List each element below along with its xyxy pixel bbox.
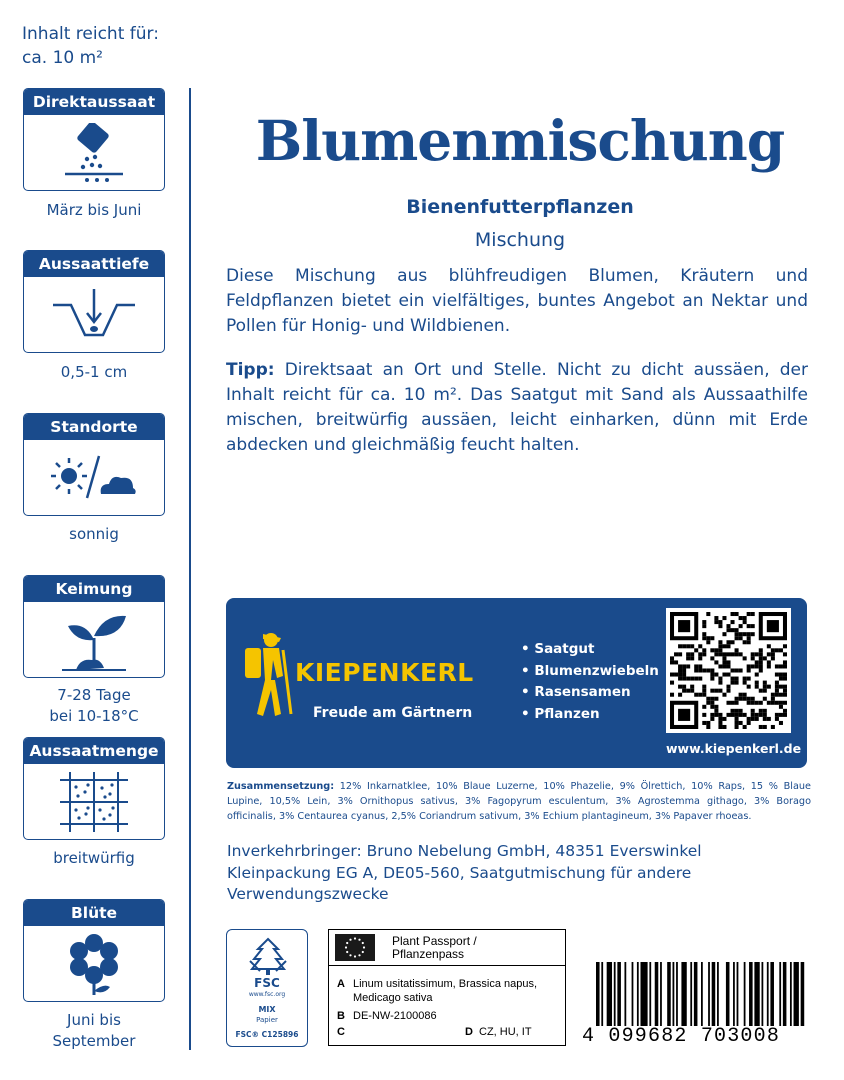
fsc-code: FSC® C125896 [235,1030,299,1039]
brand-name: KIEPENKERL [295,658,474,687]
kiepenkerl-logo-figure-icon [243,630,295,718]
category-item: • Blumenzwiebeln [521,661,659,683]
sun-cloud-icon [49,450,139,506]
keimung-box [23,575,165,678]
product-description: Diese Mischung aus blühfreudigen Blumen, Kräutern und Feldpflanzen bietet ein vielfältiges, buntes Angebot an Nektar und Pollen für Honig- und Wildbienen. [226,266,808,336]
product-subtitle: Bienenfutterpflanzen [406,196,634,218]
coverage-line-1: Inhalt reicht für: [22,24,159,44]
passport-value-a: Linum usitatissimum, Brassica napus, Medicago sativa [353,978,538,1004]
bluete-title: Blüte [24,900,164,926]
aussaatmenge-box [23,737,165,840]
composition [227,779,811,824]
aussaattiefe-caption: 0,5-1 cm [60,363,128,381]
passport-key-a: A [337,978,345,990]
passport-key-b: B [337,1010,345,1022]
aussaatmenge-caption: breitwürfig [53,849,135,867]
sowing-icon [59,123,129,183]
plant-passport [328,929,566,1046]
keimung-caption: 7-28 Tage bei 10-18°C [49,686,139,725]
distributor-info [227,841,817,906]
plant-passport-title: Plant Passport / Pflanzenpass [392,934,477,961]
broadcast-grid-icon [58,770,130,834]
direktaussaat-caption: März bis Juni [46,201,142,219]
distributor-line-1: Inverkehrbringer: Bruno Nebelung GmbH, 48351 Everswinkel [227,842,702,860]
coverage-info [22,22,159,70]
category-item: • Saatgut [521,639,659,661]
distributor-line-3: Verwendungszwecke [227,885,389,903]
qr-code[interactable] [666,608,791,733]
eu-flag-icon [335,934,375,961]
brand-url[interactable]: www.kiepenkerl.de [666,741,802,756]
direktaussaat-box [23,88,165,191]
fsc-paper: Papier [256,1016,278,1024]
barcode-icon [596,962,806,1026]
passport-value-b: DE-NW-2100086 [353,1010,437,1022]
standorte-box [23,413,165,516]
aussaattiefe-title: Aussaattiefe [24,251,164,277]
tip-text: Direktsaat an Ort und Stelle. Nicht zu dicht aussäen, der Inhalt reicht für ca. 10 m². Das Saatgut mit Sand als Aussaathilfe mischen, breitwürfig aussäen, leicht einharken, dünn mit Erde abdecken und gleichmäßig feucht halten. [226,360,808,455]
composition-text: 12% Inkarnatklee, 10% Blaue Luzerne, 10% Phazelie, 9% Ölrettich, 10% Raps, 15 % Blaue Lupine, 10,5% Lein, 3% Ornithopus sativus, 3% Fagopyrum esculentum, 3% Agrostemma githago, 3% Borago officinalis, 3% Centaurea cyanus, 2,5% Coriandrum sativum, 3% Echium plantagineum, 3% Papaver rhoeas. [227,781,811,822]
composition-label: Zusammensetzung: [227,781,335,792]
product-category-list [521,639,659,725]
fsc-mix: MIX [258,1005,276,1014]
barcode-digits: 4 099682 703008 [582,1025,781,1048]
tip-label: Tipp: [226,360,275,380]
fsc-label [226,929,308,1047]
fsc-name: FSC [254,976,280,990]
aussaatmenge-title: Aussaatmenge [24,738,164,764]
keimung-title: Keimung [24,576,164,602]
bluete-caption: Juni bis September [52,1011,136,1050]
distributor-line-2: Kleinpackung EG A, DE05-560, Saatgutmischung für andere [227,863,692,882]
product-title: Blumenmischung [255,108,785,173]
standorte-title: Standorte [24,414,164,440]
qr-code-icon [670,612,787,729]
passport-value-d: CZ, HU, IT [479,1026,532,1038]
category-item: • Pflanzen [521,704,659,726]
aussaattiefe-box [23,250,165,353]
standorte-caption: sonnig [69,525,119,543]
sowing-depth-icon [49,285,139,345]
fsc-site: www.fsc.org [248,991,286,998]
sowing-tip [226,358,808,458]
brand-slogan: Freude am Gärtnern [313,705,473,721]
passport-key-d: D [465,1026,473,1038]
bluete-box [23,899,165,1002]
passport-key-c: C [337,1026,345,1038]
product-subtitle-2: Mischung [474,229,566,251]
vertical-divider [189,88,191,1050]
flower-icon [64,931,124,997]
fsc-tree-icon [248,937,288,977]
sprout-icon [54,608,134,672]
direktaussaat-title: Direktaussaat [24,89,164,115]
category-item: • Rasensamen [521,682,659,704]
coverage-line-2: ca. 10 m² [22,48,103,68]
